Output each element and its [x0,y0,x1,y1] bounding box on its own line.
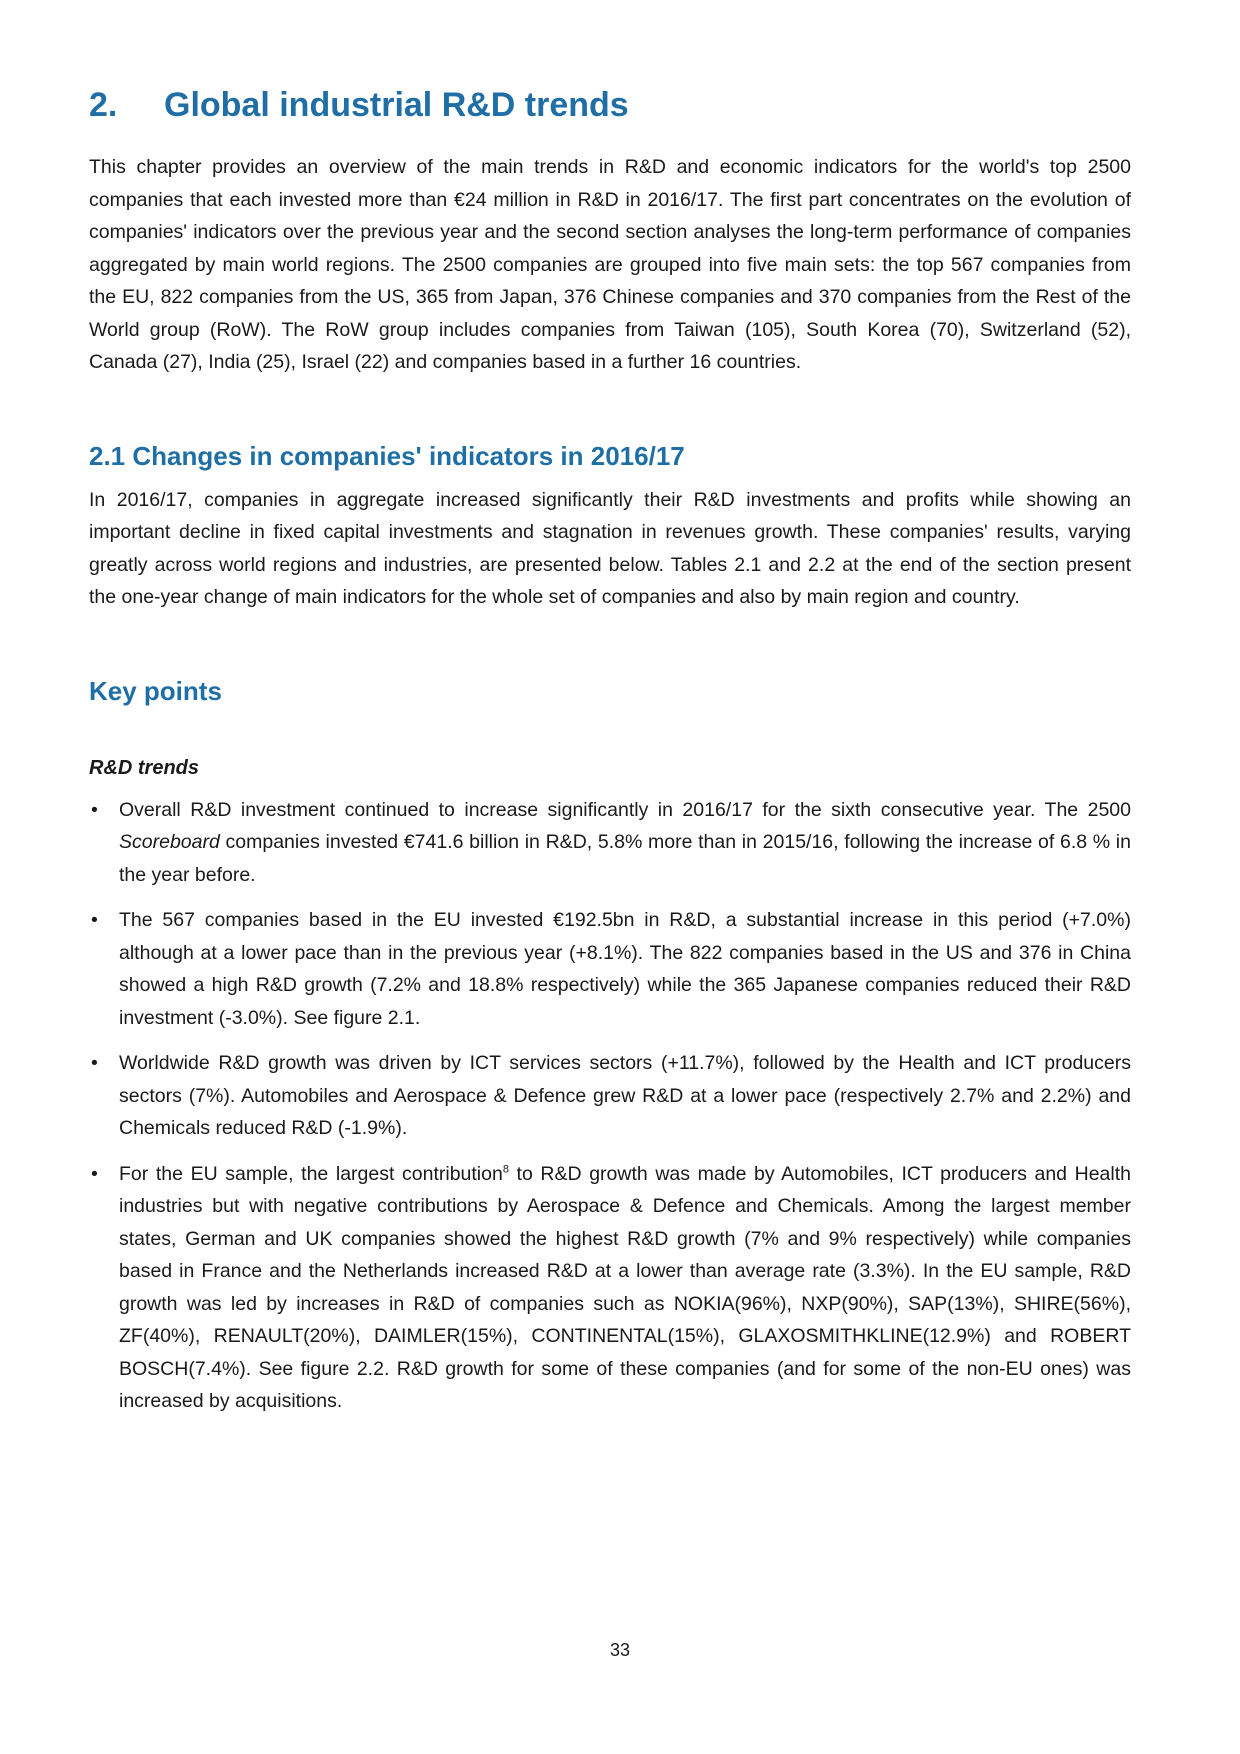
bullet-text: companies invested €741.6 billion in R&D, 5.8% more than in 2015/16, following the increase of 6.8 % in the year before. [119,831,1131,886]
chapter-number: 2. [89,86,118,124]
bullet-icon: • [91,1052,98,1074]
section-2-1-paragraph: In 2016/17, companies in aggregate increased significantly their R&D investments and profits while showing an important decline in fixed capital investments and stagnation in revenues growth. These companies' results, varying greatly across world regions and industries, are presented below. Tables 2.1 and 2.2 at the end of the section present the one-year change of main indicators for the whole set of companies and also by main region and country. [89,488,1131,608]
bullet-italic-term: Scoreboard [119,831,220,853]
list-item [89,1158,1131,1418]
section-2-1-title: 2.1 Changes in companies' indicators in 2016/17 [89,440,685,471]
footnote-reference[interactable]: 8 [502,1163,509,1175]
bullet-text: The 567 companies based in the EU invested €192.5bn in R&D, a substantial increase in this period (+7.0%) although at a lower pace than in the previous year (+8.1%). The 822 companies based in the US and 376 in China showed a high R&D growth (7.2% and 18.8% respectively) while the 365 Japanese companies reduced their R&D investment (-3.0%). See figure 2.1. [119,909,1131,1029]
rd-trends-subtitle: R&D trends [89,756,200,779]
bullet-icon: • [91,909,98,931]
bullet-icon: • [91,798,98,821]
bullet-text: Worldwide R&D growth was driven by ICT services sectors (+11.7%), followed by the Health and ICT producers sectors (7%). Automobiles and Aerospace & Defence grew R&D at a lower pace (respectively 2.7% and 2.2%) and Chemicals reduced R&D (-1.9%). [119,1052,1131,1139]
bullet-text: to R&D growth was made by Automobiles, ICT producers and Health industries but with negative contributions by Aerospace & Defence and Chemicals. Among the largest member states, German and UK companies showed the highest R&D growth (7% and 9% respectively) while companies based in France and the Netherlands increased R&D at a lower than average rate (3.3%). In the EU sample, R&D growth was led by increases in R&D of companies such as NOKIA(96%), NXP(90%), SAP(13%), SHIRE(56%), ZF(40%), RENAULT(20%), DAIMLER(15%), CONTINENTAL(15%), GLAXOSMITHKLINE(12.9%) and ROBERT BOSCH(7.4%). See figure 2.2. R&D growth for some of these companies (and for some of the non-EU ones) was increased by acquisitions. [119,1162,1131,1412]
page-number: 33 [609,1640,631,1660]
document-page [89,86,1131,1431]
key-points-list [89,794,1131,1418]
intro-paragraph: This chapter provides an overview of the main trends in R&D and economic indicators for the world's top 2500 companies that each invested more than €24 million in R&D in 2016/17. The first part concentrates on the evolution of companies' indicators over the previous year and the second section analyses the long-term performance of companies aggregated by main world regions. The 2500 companies are grouped into five main sets: the top 567 companies from the EU, 822 companies from the US, 365 from Japan, 376 Chinese companies and 370 companies from the Rest of the World group (RoW). The RoW group includes companies from Taiwan (105), South Korea (70), Switzerland (52), Canada (27), India (25), Israel (22) and companies based in a further 16 countries. [89,156,1131,373]
bullet-text: For the EU sample, the largest contribution [119,1162,503,1185]
key-points-title: Key points [89,675,222,706]
chapter-title: Global industrial R&D trends [164,86,629,124]
bullet-text: Overall R&D investment continued to increase significantly in 2016/17 for the sixth consecutive year. The 2500 [119,798,1131,821]
list-item [89,904,1131,1034]
chapter-heading [89,86,1131,125]
bullet-icon: • [91,1162,98,1185]
list-item [89,794,1131,892]
list-item [89,1047,1131,1145]
